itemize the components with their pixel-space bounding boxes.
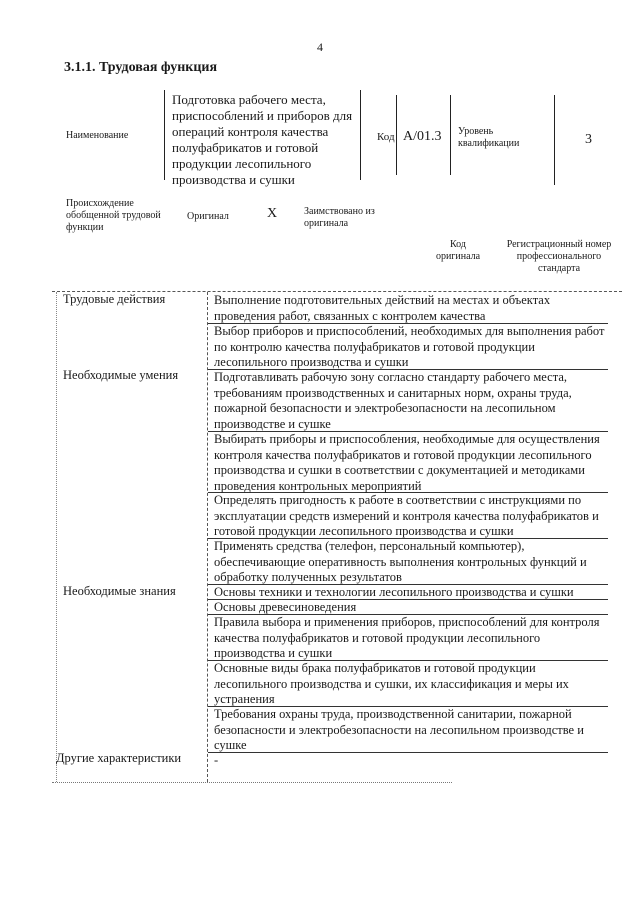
section-actions: Трудовые действия — [63, 292, 166, 306]
table-row: Подготавливать рабочую зону согласно стандарту рабочего места, требованиям производственных и санитарных норм, охраны труда, пожарной безопасности и электробезопасности на лесопильном производстве и сушке — [214, 370, 572, 431]
level-value: 3 — [585, 132, 592, 147]
code-label: Код — [377, 131, 395, 143]
table-row: - — [214, 753, 219, 767]
table-row: Выбор приборов и приспособлений, необходимых для выполнения работ по контролю качества полуфабрикатов и готовой продукции лесопильного производства и сушки — [214, 324, 605, 369]
origin-original: Оригинал — [187, 211, 229, 222]
origin-reg-number-label: Регистрационный номер профессионального стандарта — [506, 239, 612, 274]
function-name: Подготовка рабочего места, приспособлений и приборов для операций контроля качества полуфабрикатов и готовой продукции лесопильного производства и сушки — [172, 92, 353, 187]
origin-code-label: Код оригинала — [435, 239, 481, 262]
code-box-right-border — [450, 95, 451, 175]
table-row: Выбирать приборы и приспособления, необходимые для осуществления контроля качества полуфабрикатов и готовой продукции лесопильного производства и сушки в соответствии с документацией и методиками проведения контрольных мероприятий — [214, 432, 600, 493]
level-box-left-border — [554, 95, 555, 185]
section-other: Другие характеристики — [56, 751, 182, 765]
table-left-border — [56, 292, 57, 782]
name-box-left-border — [164, 90, 165, 180]
name-label: Наименование — [66, 130, 129, 141]
section-title: 3.1.1. Трудовая функция — [64, 60, 218, 75]
section-skills: Необходимые умения — [63, 368, 179, 382]
table-row: Основы древесиноведения — [214, 600, 357, 614]
table-row: Применять средства (телефон, персональный компьютер), обеспечивающие оперативность выполнения контрольных функций и обработку полученных результатов — [214, 539, 587, 584]
table-column-divider — [207, 292, 208, 782]
table-bottom-border — [52, 782, 452, 783]
table-row: Определять пригодность к работе в соответствии с инструкциями по эксплуатации средств измерений и контроля качества полуфабрикатов и готовой продукции лесопильного производства и сушки — [214, 493, 599, 538]
table-row: Выполнение подготовительных действий на местах и объектах проведения работ, связанных с контролем качества — [214, 293, 551, 323]
table-row: Основные виды брака полуфабрикатов и готовой продукции лесопильного производства и сушки, их классификация и меры их устранения — [214, 661, 569, 706]
page-number: 4 — [317, 40, 323, 54]
table-row: Требования охраны труда, производственной санитарии, пожарной безопасности и электробезопасности на лесопильном производстве и сушке — [214, 707, 584, 752]
origin-mark: X — [267, 206, 278, 221]
code-value: А/01.3 — [403, 129, 442, 144]
table-row: Основы техники и технологии лесопильного производства и сушки — [214, 585, 574, 599]
name-box-right-border — [360, 90, 361, 180]
origin-label: Происхождение обобщенной трудовой функции — [66, 198, 161, 233]
section-knowledge: Необходимые знания — [63, 584, 176, 598]
table-row: Правила выбора и применения приборов, приспособлений для контроля качества полуфабрикатов и готовой продукции лесопильного производства и сушки — [214, 615, 600, 660]
origin-borrowed: Заимствовано из оригинала — [304, 206, 375, 229]
level-label: Уровень квалификации — [458, 126, 520, 149]
code-box-left-border — [396, 95, 397, 175]
